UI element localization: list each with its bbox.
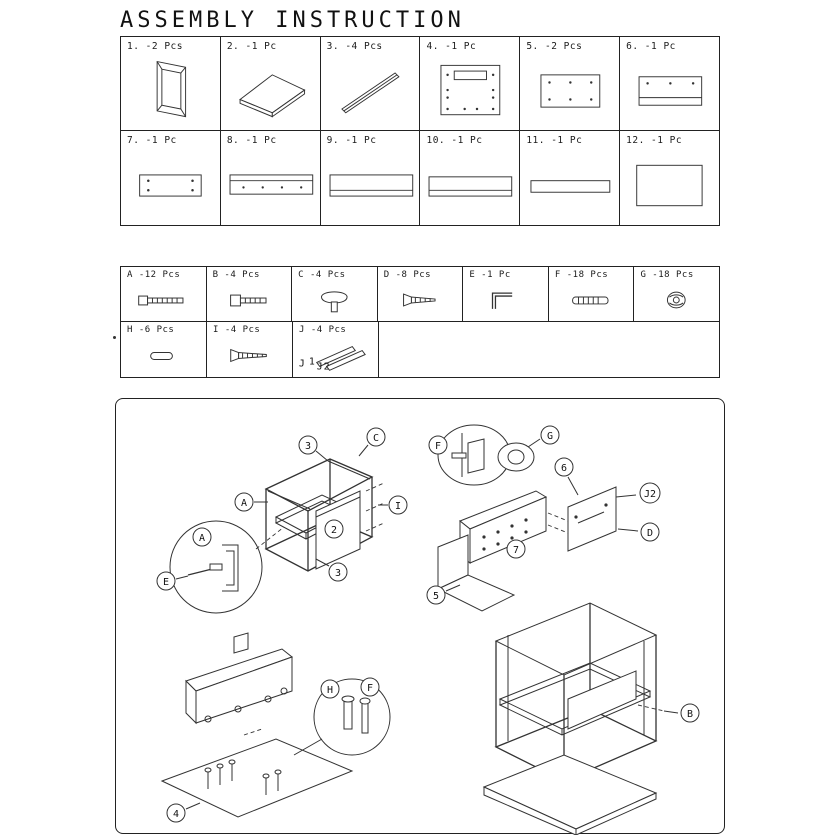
step-3-drawer-base	[162, 633, 390, 822]
hardware-label: B -4 Pcs	[212, 270, 260, 280]
hardware-table	[120, 266, 720, 378]
callout-3-bottom: 3	[334, 568, 342, 579]
callout-C: C	[372, 433, 380, 444]
parts-cell-5	[520, 37, 620, 131]
hardware-cell-empty-3	[549, 322, 634, 377]
hardware-cell-b	[207, 267, 293, 322]
parts-cell-9	[321, 131, 421, 225]
hardware-art-cam-lock	[634, 281, 719, 319]
callout-4: 4	[172, 809, 180, 820]
callout-A: A	[240, 498, 248, 509]
hardware-label: H -6 Pcs	[127, 325, 175, 335]
part-label: 6. -1 Pc	[626, 41, 676, 52]
part-label: 4. -1 Pc	[426, 41, 477, 52]
callout-F: F	[434, 441, 442, 452]
detail-bubble-A-E	[157, 521, 284, 613]
step-2-drawer-box	[427, 425, 660, 611]
margin-dot	[113, 336, 116, 339]
hardware-art-rod-pair	[293, 336, 378, 375]
callout-J2: J2	[643, 489, 657, 500]
part-art-back-panel	[620, 148, 719, 223]
parts-cell-3	[321, 37, 421, 131]
hardware-cell-a	[121, 267, 207, 322]
hardware-row	[121, 322, 719, 377]
part-label: 3. -4 Pcs	[326, 41, 383, 52]
hardware-art-screw	[378, 281, 463, 319]
hardware-cell-j	[293, 322, 379, 377]
hardware-label: I -4 Pcs	[213, 325, 261, 335]
hardware-cell-e	[463, 267, 549, 322]
callout-5: 5	[432, 591, 440, 602]
parts-cell-6	[620, 37, 719, 131]
hardware-label: J -4 Pcs	[299, 325, 347, 335]
part-label: 9. -1 Pc	[326, 135, 377, 146]
svg-text:2: 2	[323, 361, 330, 373]
part-art-long-rod	[321, 54, 420, 128]
part-art-long-rail-holes	[221, 148, 320, 223]
part-art-long-rail-plain-10	[420, 148, 519, 223]
part-art-frame-panel	[121, 54, 220, 128]
hardware-art-plastic-cap	[121, 336, 206, 375]
hardware-cell-f	[549, 267, 635, 322]
parts-row	[121, 131, 719, 225]
callout-detail-E: E	[162, 577, 170, 588]
hardware-cell-empty-1	[379, 322, 464, 377]
callout-3-top: 3	[304, 441, 312, 452]
hardware-cell-c	[292, 267, 378, 322]
parts-cell-7	[121, 131, 221, 225]
part-label: 11. -1 Pc	[526, 135, 583, 146]
callout-G: G	[546, 431, 554, 442]
hardware-cell-empty-4	[634, 322, 719, 377]
part-art-flat-board	[221, 54, 320, 128]
callout-6: 6	[560, 463, 568, 474]
page-title: ASSEMBLY INSTRUCTION	[120, 8, 465, 33]
part-art-long-rail-plain-9	[321, 148, 420, 223]
parts-cell-2	[221, 37, 321, 131]
hardware-row	[121, 267, 719, 322]
parts-row	[121, 37, 719, 131]
callout-I: I	[394, 501, 402, 512]
hardware-cell-empty-2	[464, 322, 549, 377]
hardware-label: F -18 Pcs	[554, 270, 609, 280]
part-label: 1. -2 Pcs	[127, 41, 183, 52]
hardware-art-allen-key	[463, 281, 548, 319]
svg-text:1: 1	[308, 356, 315, 368]
assembly-diagram-panel	[115, 398, 725, 834]
callout-B: B	[686, 709, 694, 720]
part-art-panel-four-holes	[121, 148, 220, 223]
parts-cell-11	[520, 131, 620, 225]
hardware-art-dowel	[549, 281, 634, 319]
parts-cell-1	[121, 37, 221, 131]
step-4-final-cabinet	[484, 603, 699, 835]
hardware-art-bolt-short	[207, 281, 292, 319]
hardware-cell-d	[378, 267, 464, 322]
hardware-art-bolt-long	[121, 281, 206, 319]
part-art-perforated-base	[420, 54, 519, 128]
hardware-label: C -4 Pcs	[298, 270, 346, 280]
assembly-illustrations	[116, 399, 726, 835]
svg-text:J: J	[316, 361, 323, 373]
part-label: 5. -2 Pcs	[526, 41, 583, 52]
svg-text:J: J	[298, 358, 305, 370]
hardware-cell-i	[207, 322, 293, 377]
part-art-small-panel	[520, 54, 619, 128]
hardware-label: A -12 Pcs	[127, 270, 181, 280]
parts-cell-10	[420, 131, 520, 225]
part-label: 12. -1 Pc	[626, 135, 683, 146]
part-label: 10. -1 Pc	[426, 135, 483, 146]
parts-table	[120, 36, 720, 226]
part-label: 7. -1 Pc	[127, 135, 177, 146]
hardware-label: E -1 Pc	[469, 270, 511, 280]
part-art-thin-rail	[520, 148, 619, 223]
hardware-label: G -18 Pcs	[640, 270, 694, 280]
callout-2: 2	[330, 525, 338, 536]
callout-H: H	[326, 685, 334, 696]
hardware-art-mushroom-foot	[292, 281, 377, 319]
hardware-art-screw-long	[207, 336, 292, 375]
callout-7: 7	[512, 545, 520, 556]
hardware-cell-h	[121, 322, 207, 377]
parts-cell-4	[420, 37, 520, 131]
part-label: 8. -1 Pc	[226, 135, 277, 146]
hardware-label: D -8 Pcs	[383, 270, 432, 280]
part-art-side-panel	[620, 54, 719, 128]
callout-detail-A: A	[198, 533, 206, 544]
callout-F-bottom: F	[366, 683, 374, 694]
part-label: 2. -1 Pc	[226, 41, 277, 52]
parts-cell-12	[620, 131, 719, 225]
hardware-cell-g	[634, 267, 719, 322]
callout-D: D	[646, 528, 654, 539]
parts-cell-8	[221, 131, 321, 225]
